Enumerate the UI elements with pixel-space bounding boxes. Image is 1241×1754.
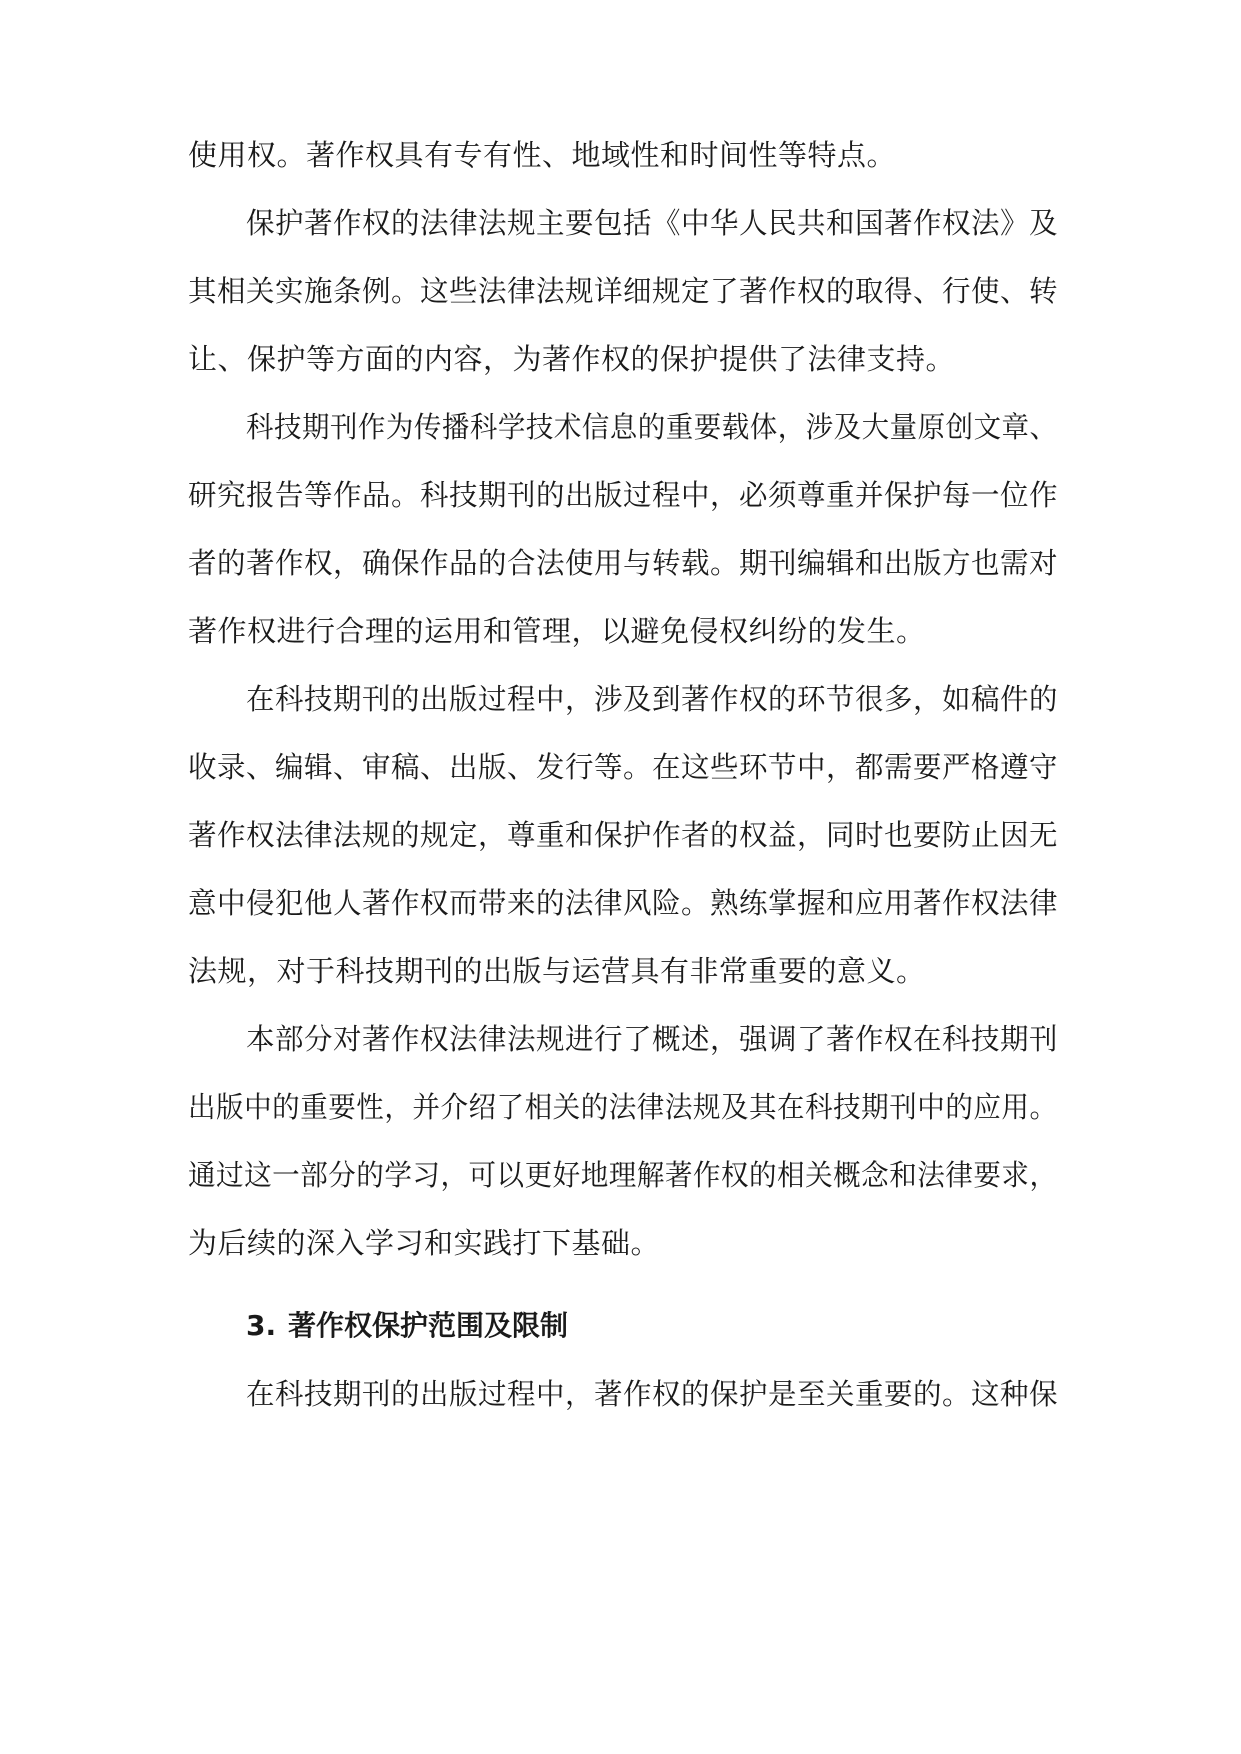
paragraph-line: 使用权。著作权具有专有性、地域性和时间性等特点。 <box>188 138 897 172</box>
paragraph-line: 意中侵犯他人著作权而带来的法律风险。熟练掌握和应用著作权法律 <box>188 886 1059 920</box>
paragraph-line: 其相关实施条例。这些法律法规详细规定了著作权的取得、行使、转 <box>188 274 1059 308</box>
section-title: 著作权保护范围及限制 <box>288 1309 569 1342</box>
paragraph-line: 通过这一部分的学习，可以更好地理解著作权的相关概念和法律要求， <box>188 1158 1058 1192</box>
paragraph-line: 科技期刊作为传播科学技术信息的重要载体，涉及大量原创文章、 <box>246 410 1058 444</box>
paragraph-line: 法规，对于科技期刊的出版与运营具有非常重要的意义。 <box>188 954 926 988</box>
paragraph-line: 让、保护等方面的内容，为著作权的保护提供了法律支持。 <box>188 342 956 376</box>
paragraph-line: 著作权法律法规的规定，尊重和保护作者的权益，同时也要防止因无 <box>188 818 1059 852</box>
paragraph-line: 研究报告等作品。科技期刊的出版过程中，必须尊重并保护每一位作 <box>188 478 1059 512</box>
section-number: 3. <box>246 1309 277 1342</box>
paragraph-line: 保护著作权的法律法规主要包括《中华人民共和国著作权法》及 <box>246 206 1059 240</box>
paragraph-line: 在科技期刊的出版过程中，涉及到著作权的环节很多，如稿件的 <box>246 682 1059 716</box>
paragraph-line: 出版中的重要性，并介绍了相关的法律法规及其在科技期刊中的应用。 <box>188 1090 1058 1124</box>
section-heading <box>246 1306 568 1346</box>
paragraph-line: 在科技期刊的出版过程中，著作权的保护是至关重要的。这种保 <box>246 1377 1059 1411</box>
paragraph-line: 者的著作权，确保作品的合法使用与转载。期刊编辑和出版方也需对 <box>188 546 1059 580</box>
paragraph-line: 收录、编辑、审稿、出版、发行等。在这些环节中，都需要严格遵守 <box>188 750 1059 784</box>
paragraph-line: 本部分对著作权法律法规进行了概述，强调了著作权在科技期刊 <box>246 1022 1059 1056</box>
paragraph-line: 著作权进行合理的运用和管理，以避免侵权纠纷的发生。 <box>188 614 926 648</box>
paragraph-line: 为后续的深入学习和实践打下基础。 <box>188 1226 661 1260</box>
